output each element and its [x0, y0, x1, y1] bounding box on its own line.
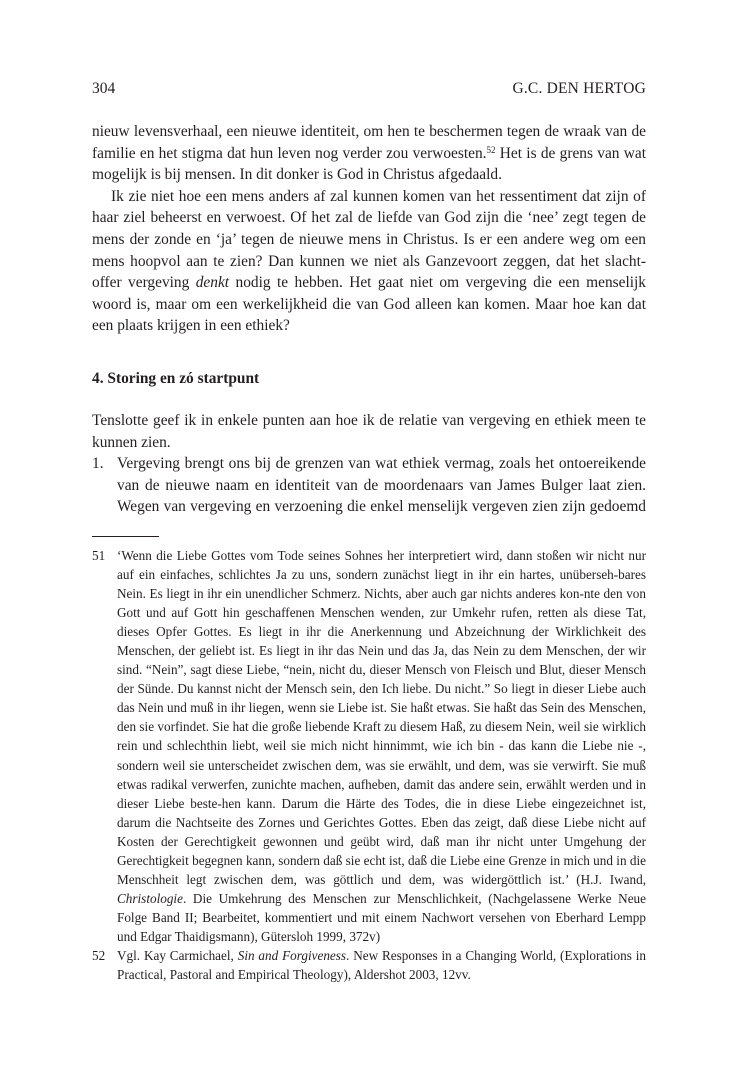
list-item-number: 1.	[92, 455, 104, 473]
section-heading: 4. Storing en zó startpunt	[92, 370, 260, 387]
paragraph-1: nieuw levensverhaal, een nieuwe identiteit, om hen te beschermen tegen de wraak van de familie en het stigma dat hun leven nog verder zou verwoesten.$^{52}$ Het is de grens van wat mogelijk is bij mensen. In dit donker is God in Christus afgedaald.	[92, 123, 646, 184]
section-body	[92, 410, 646, 518]
footnote-title: Sin and Forgiveness	[237, 947, 347, 963]
emphasis-denkt: denkt	[195, 274, 230, 292]
footnote-51: 51 ‘Wenn die Liebe Gottes vom Tode seines Sohnes her interpretiert wird, dann stoßen wir nicht nur auf ein einfaches, schlichtes Ja zu uns, sondern zunächst liegt in ihr ein hartes, unüberseh-bares Nein. Es liegt in ihr ein unendlicher Schmerz. Nichts, aber auch gar nichts anderes kon-nte den von Gott und auf Gott hin geschaffenen Menschen wenden, zur Umkehr rufen, retten als diese Tat, dieses Opfer Gottes. Es liegt in ihr die Anerkennung und Abzeichnung der Wirklichkeit des Menschen, der geliebt ist. Es liegt in ihr das Nein und das Ja, das Nein zu dem Menschen, der wir sind. “Nein”, sagt diese Liebe, “nein, nicht du, dieser Mensch von Fleisch und Blut, dieser Mensch der Sünde. Du kannst nicht der Mensch sein, den Ich liebe. Du nicht.” So liegt in dieser Liebe auch das Nein und muß in ihr liegen, wenn sie Liebe ist. Sie haßt etwas. Sie haßt das Sein des Menschen, den sie vorfindet. Sie hat die große liebende Kraft zu diesem Haß, zu diesem Nein, weil sie wirklich rein und schlechthin liebt, weil sie mich nicht hinnimmt, wie ich bin - das kann die Liebe nie -, sondern weil sie unterscheidet zwischen dem, was sie erwählt, und dem, was sie verwirft. Sie muß etwas radikal verwerfen, zunichte machen, aufheben, damit das andere sein, erwählt werden und in dieser Liebe beste-hen kann. Darum die Härte des Todes, die in diese Liebe eingezeichnet ist, darum die Nachtseite des Zornes und Gerichtes Gottes. Eben das zeigt, daß diese Liebe nicht auf Kosten der Gerechtigkeit gewonnen und geübt wird, daß man ihr nicht unter Umgehung der Gerechtigkeit begegnen kann, sondern daß sie echt ist, daß die Liebe eine Grenze in mich und in die Menschheit legt zwischen dem, was göttlich und dem, was widergöttlich ist.’ (H.J. Iwand, Christologie. Die Umkehrung des Menschen zur Menschlichkeit, (Nachgelassene Werke Neue Folge Band II; Bearbeitet, kommentiert und mit einem Nachwort versehen von Eberhard Lempp und Edgar Thaidigsmann), Gütersloh 1999, 372v)	[92, 548, 646, 944]
footnote-number: 51	[92, 548, 106, 563]
list-item	[92, 453, 646, 518]
footnote-number: 52	[92, 947, 106, 963]
footnote-title: Christologie	[117, 890, 183, 906]
list-item-text: Vergeving brengt ons bij de grenzen van wat ethiek vermag, zoals het ontoereikende van de nieuwe naam en identiteit van de moordenaars van James Bulger laat zien. Wegen van vergeving en verzoening die enkel menselijk vergeven zien zijn gedoemd	[117, 455, 646, 516]
footnotes	[92, 546, 646, 984]
body-text	[92, 121, 646, 337]
footnote-separator	[92, 536, 159, 537]
paragraph-2: Ik zie niet hoe een mens anders af zal kunnen komen van het ressentiment dat zijn of haar ziel beheerst en verwoest. Of het zal de liefde van God zijn die ‘nee’ zegt tegen de mens der zonde en ‘ja’ tegen de nieuwe mens in Christus. Is er een andere weg om een mens hoopvol aan te zien? Dan kunnen we niet als Ganzevoort zeggen, dat het slacht-offer vergeving denkt nodig te hebben. Het gaat niet om vergeving die een menselijk woord is, maar om een werkelijkheid die van God alleen kan komen. Maar hoe kan dat een plaats krijgen in een ethiek?	[92, 187, 646, 335]
section-intro: Tenslotte geef ik in enkele punten aan hoe ik de relatie van vergeving en ethiek meen te kunnen zien.	[92, 412, 646, 451]
page-number: 304	[92, 80, 116, 97]
footnote-ref-52[interactable]: 52	[486, 144, 496, 155]
footnote-52: 52 Vgl. Kay Carmichael, Sin and Forgiveness. New Responses in a Changing World, (Explorations in Practical, Pastoral and Empirical Theology), Aldershot 2003, 12vv.	[92, 947, 646, 983]
running-head-author: G.C. DEN HERTOG	[512, 80, 646, 97]
